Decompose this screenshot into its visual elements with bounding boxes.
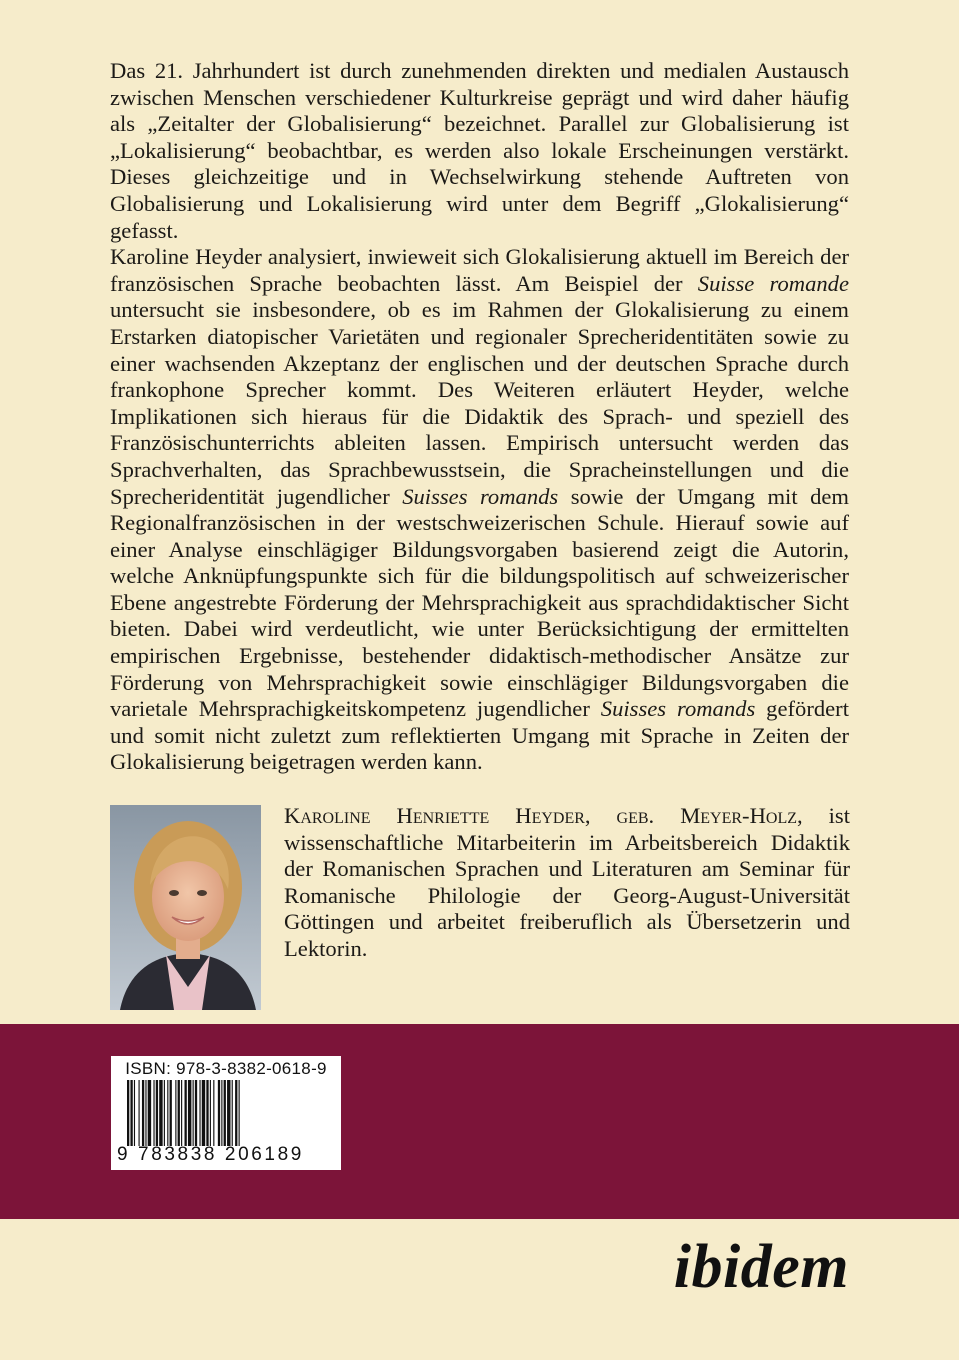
barcode-bar <box>232 1080 233 1146</box>
author-bio-text: , ist wissenschaftliche Mitarbeiterin im Arbeitsbereich Didaktik der Romanischen Sprachen und Literaturen am Seminar für Romanische Philologie der Georg-August-Universität Göttingen und arbeitet freiberuflich als Übersetzerin und Lektorin. <box>284 803 850 961</box>
author-bio <box>284 803 850 963</box>
blurb-italic-suisses-romands-1: Suisses romands <box>402 483 559 509</box>
blurb-text <box>110 58 849 776</box>
barcode-bar <box>213 1080 214 1146</box>
blurb-italic-suisse-romande: Suisse romande <box>697 270 849 296</box>
barcode-bar <box>221 1080 222 1146</box>
blurb-paragraph-2-part-b: untersucht sie insbesondere, ob es im Rahmen der Glokalisierung zu einem Erstarken diatopischer Varietäten und regionaler Sprecheridentitäten sowie zu einer wachsenden Akzeptanz der englischen und der deutschen Sprache durch frankophone Sprecher kommt. Des Weiteren erläutert Heyder, welche Implikationen sich hieraus für die Didaktik des Sprach- und speziell des Französischunterrichts ableiten lassen. Empirisch untersucht werden das Sprachverhalten, das Sprachbewusstsein, die Spracheinstellungen und die Sprecheridentität jugendlicher <box>110 297 849 509</box>
barcode-bar <box>218 1080 220 1146</box>
barcode-bar <box>178 1080 180 1146</box>
barcode-icon <box>127 1080 341 1146</box>
blurb-paragraph-1: Das 21. Jahrhundert ist durch zunehmenden direkten und medialen Austausch zwischen Menschen verschiedener Kulturkreise geprägt und wird daher häufig als „Zeitalter der Globalisierung“ bezeichnet. Parallel zur Globalisierung ist „Lokalisierung“ beobachtbar, es werden also lokale Erscheinungen verstärkt. Dieses gleichzeitige und in Wechselwirkung stehende Auftreten von Globalisierung und Lokalisierung wird unter dem Begriff „Glokalisierung“ gefasst. <box>110 58 849 243</box>
barcode-bar <box>167 1080 168 1146</box>
barcode-bar <box>193 1080 194 1146</box>
barcode-bar <box>159 1080 162 1146</box>
barcode-bar <box>153 1080 154 1146</box>
barcode-bar <box>139 1080 140 1146</box>
barcode-bar <box>206 1080 208 1146</box>
barcode-bar <box>202 1080 205 1146</box>
barcode-bar <box>181 1080 182 1146</box>
publisher-logo: ibidem <box>673 1233 849 1301</box>
barcode-bar <box>127 1080 129 1146</box>
barcode-bar <box>164 1080 165 1146</box>
barcode-bar <box>134 1080 135 1146</box>
blurb-italic-suisses-romands-2: Suisses romands <box>600 696 756 722</box>
barcode-bar <box>142 1080 144 1146</box>
barcode-bar <box>170 1080 172 1146</box>
barcode-bar <box>185 1080 187 1146</box>
author-portrait-icon <box>110 805 261 1010</box>
blurb-paragraph-2-part-a: Karoline Heyder analysiert, inwieweit sich Glokalisierung aktuell im Bereich der französischen Sprache beobachten lässt. Am Beispiel der <box>110 244 849 296</box>
barcode-bar <box>188 1080 191 1146</box>
barcode-bar <box>227 1080 230 1146</box>
barcode-bar <box>156 1080 158 1146</box>
barcode-bar <box>235 1080 237 1146</box>
barcode-bar <box>175 1080 176 1146</box>
blurb-paragraph-2-part-c: sowie der Umgang mit dem Regionalfranzösischen in der westschweizerischen Schule. Hierauf sowie auf einer Analyse einschlägiger Bildungsvorgaben basierend zeigt die Autorin, welche Anknüpfungspunkte sich für die bildungspolitisch auf schweizerischer Ebene angestrebte Förderung der Mehrsprachigkeit aus sprachdidaktischer Sicht bieten. Dabei wird verdeutlicht, wie unter Berücksichtigung der ermittelten empirischen Ergebnisse, bestehender didaktisch-methodischer Ansätze zur Förderung von Mehrsprachigkeit sowie einschlägiger Bildungsvorgaben die varietale Mehrsprachigkeitskompetenz jugendlicher <box>110 483 849 722</box>
blurb-paragraph-2 <box>110 244 849 776</box>
barcode-bar <box>145 1080 146 1146</box>
barcode-bar <box>239 1080 240 1146</box>
isbn-barcode-box <box>111 1056 341 1170</box>
isbn-label: ISBN: 978-3-8382-0618-9 <box>125 1059 327 1078</box>
author-section <box>110 805 850 1010</box>
barcode-bar <box>148 1080 151 1146</box>
blurb-paragraph-2-part-d: gefördert und somit nicht zuletzt zum reflektierten Umgang mit Sprache in Zeiten der Glokalisierung beigetragen werden kann. <box>110 696 849 775</box>
barcode-digits: 9 783838 206189 <box>117 1144 304 1165</box>
barcode-bar <box>199 1080 200 1146</box>
barcode-bar <box>195 1080 197 1146</box>
author-name: Karoline Henriette Heyder, geb. Meyer-Holz <box>284 803 797 828</box>
barcode-bar <box>130 1080 132 1146</box>
barcode-bar <box>210 1080 211 1146</box>
barcode-bar <box>224 1080 226 1146</box>
